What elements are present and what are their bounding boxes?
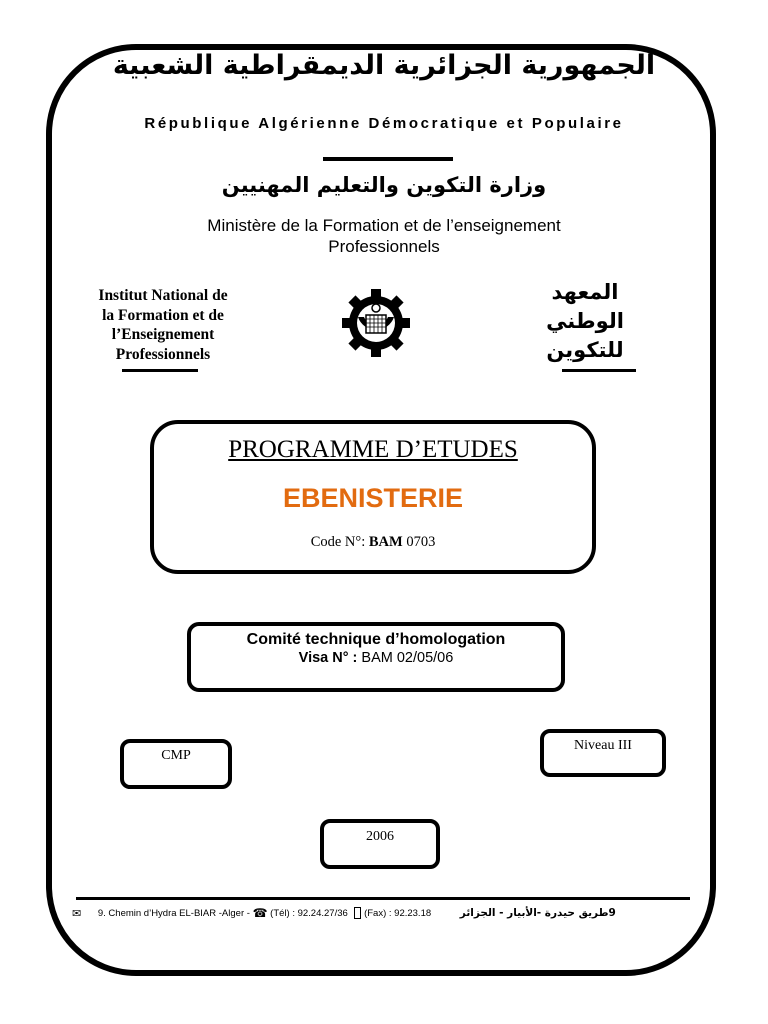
visa-value: BAM 02/05/06 [361,650,454,666]
specialty-name: EBENISTERIE [282,483,464,513]
arabic-institute-line-3: للتكوين [546,338,624,362]
year-label: 2006 [366,829,394,844]
level-label: Niveau III [574,738,632,753]
footer-divider [76,897,690,900]
institute-name [78,286,248,364]
republic-title: République Algérienne Démocratique et Populaire [144,115,624,132]
programme-title: PROGRAMME D’ETUDES [228,436,518,463]
institute-logo [339,287,413,357]
institute-line-4: Professionnels [115,345,211,363]
ministry-title [150,215,618,257]
ministry-line-2: Professionnels [328,237,440,256]
mailbox-icon: ✉ [72,907,82,920]
code-prefix: BAM [368,534,403,550]
footer-contact [72,906,672,926]
institute-line-1: Institut National de [98,287,228,304]
institute-line-3: l’Enseignement [111,326,215,343]
programme-code [150,534,596,551]
visa-number [187,650,565,666]
cmp-label: CMP [161,748,191,763]
code-number: 0703 [402,534,436,550]
footer-address: 9. Chemin d’Hydra EL-BIAR -Alger - [97,907,250,919]
code-label: Code N°: [310,534,369,550]
institute-underline [122,369,198,372]
telephone-icon: ☎ [252,906,268,920]
arabic-republic-title: الجمهورية الجزائرية الديمقراطية الشعبية [112,50,656,81]
arabic-institute-underline [562,369,636,372]
footer-tel: (Tél) : 92.24.27/36 [270,907,348,919]
header-divider [323,157,453,161]
fax-icon [354,907,361,919]
arabic-institute-line-1: المعهد [551,280,619,304]
cmp-box [120,739,232,789]
footer-fax: (Fax) : 92.23.18 [364,907,432,919]
footer-arabic-address: 9طريق حيدرة -الأبيار - الجزائر [459,907,616,919]
institute-line-2: la Formation et de [102,306,224,324]
arabic-institute-line-2: الوطني [546,309,624,333]
arabic-ministry-title: وزارة التكوين والتعليم المهنيين [221,173,547,197]
arabic-institute-name [500,278,670,365]
ministry-line-1: Ministère de la Formation et de l’enseignement [207,216,561,235]
committee-title: Comité technique d’homologation [246,631,506,648]
visa-label: Visa N° : [298,650,362,666]
